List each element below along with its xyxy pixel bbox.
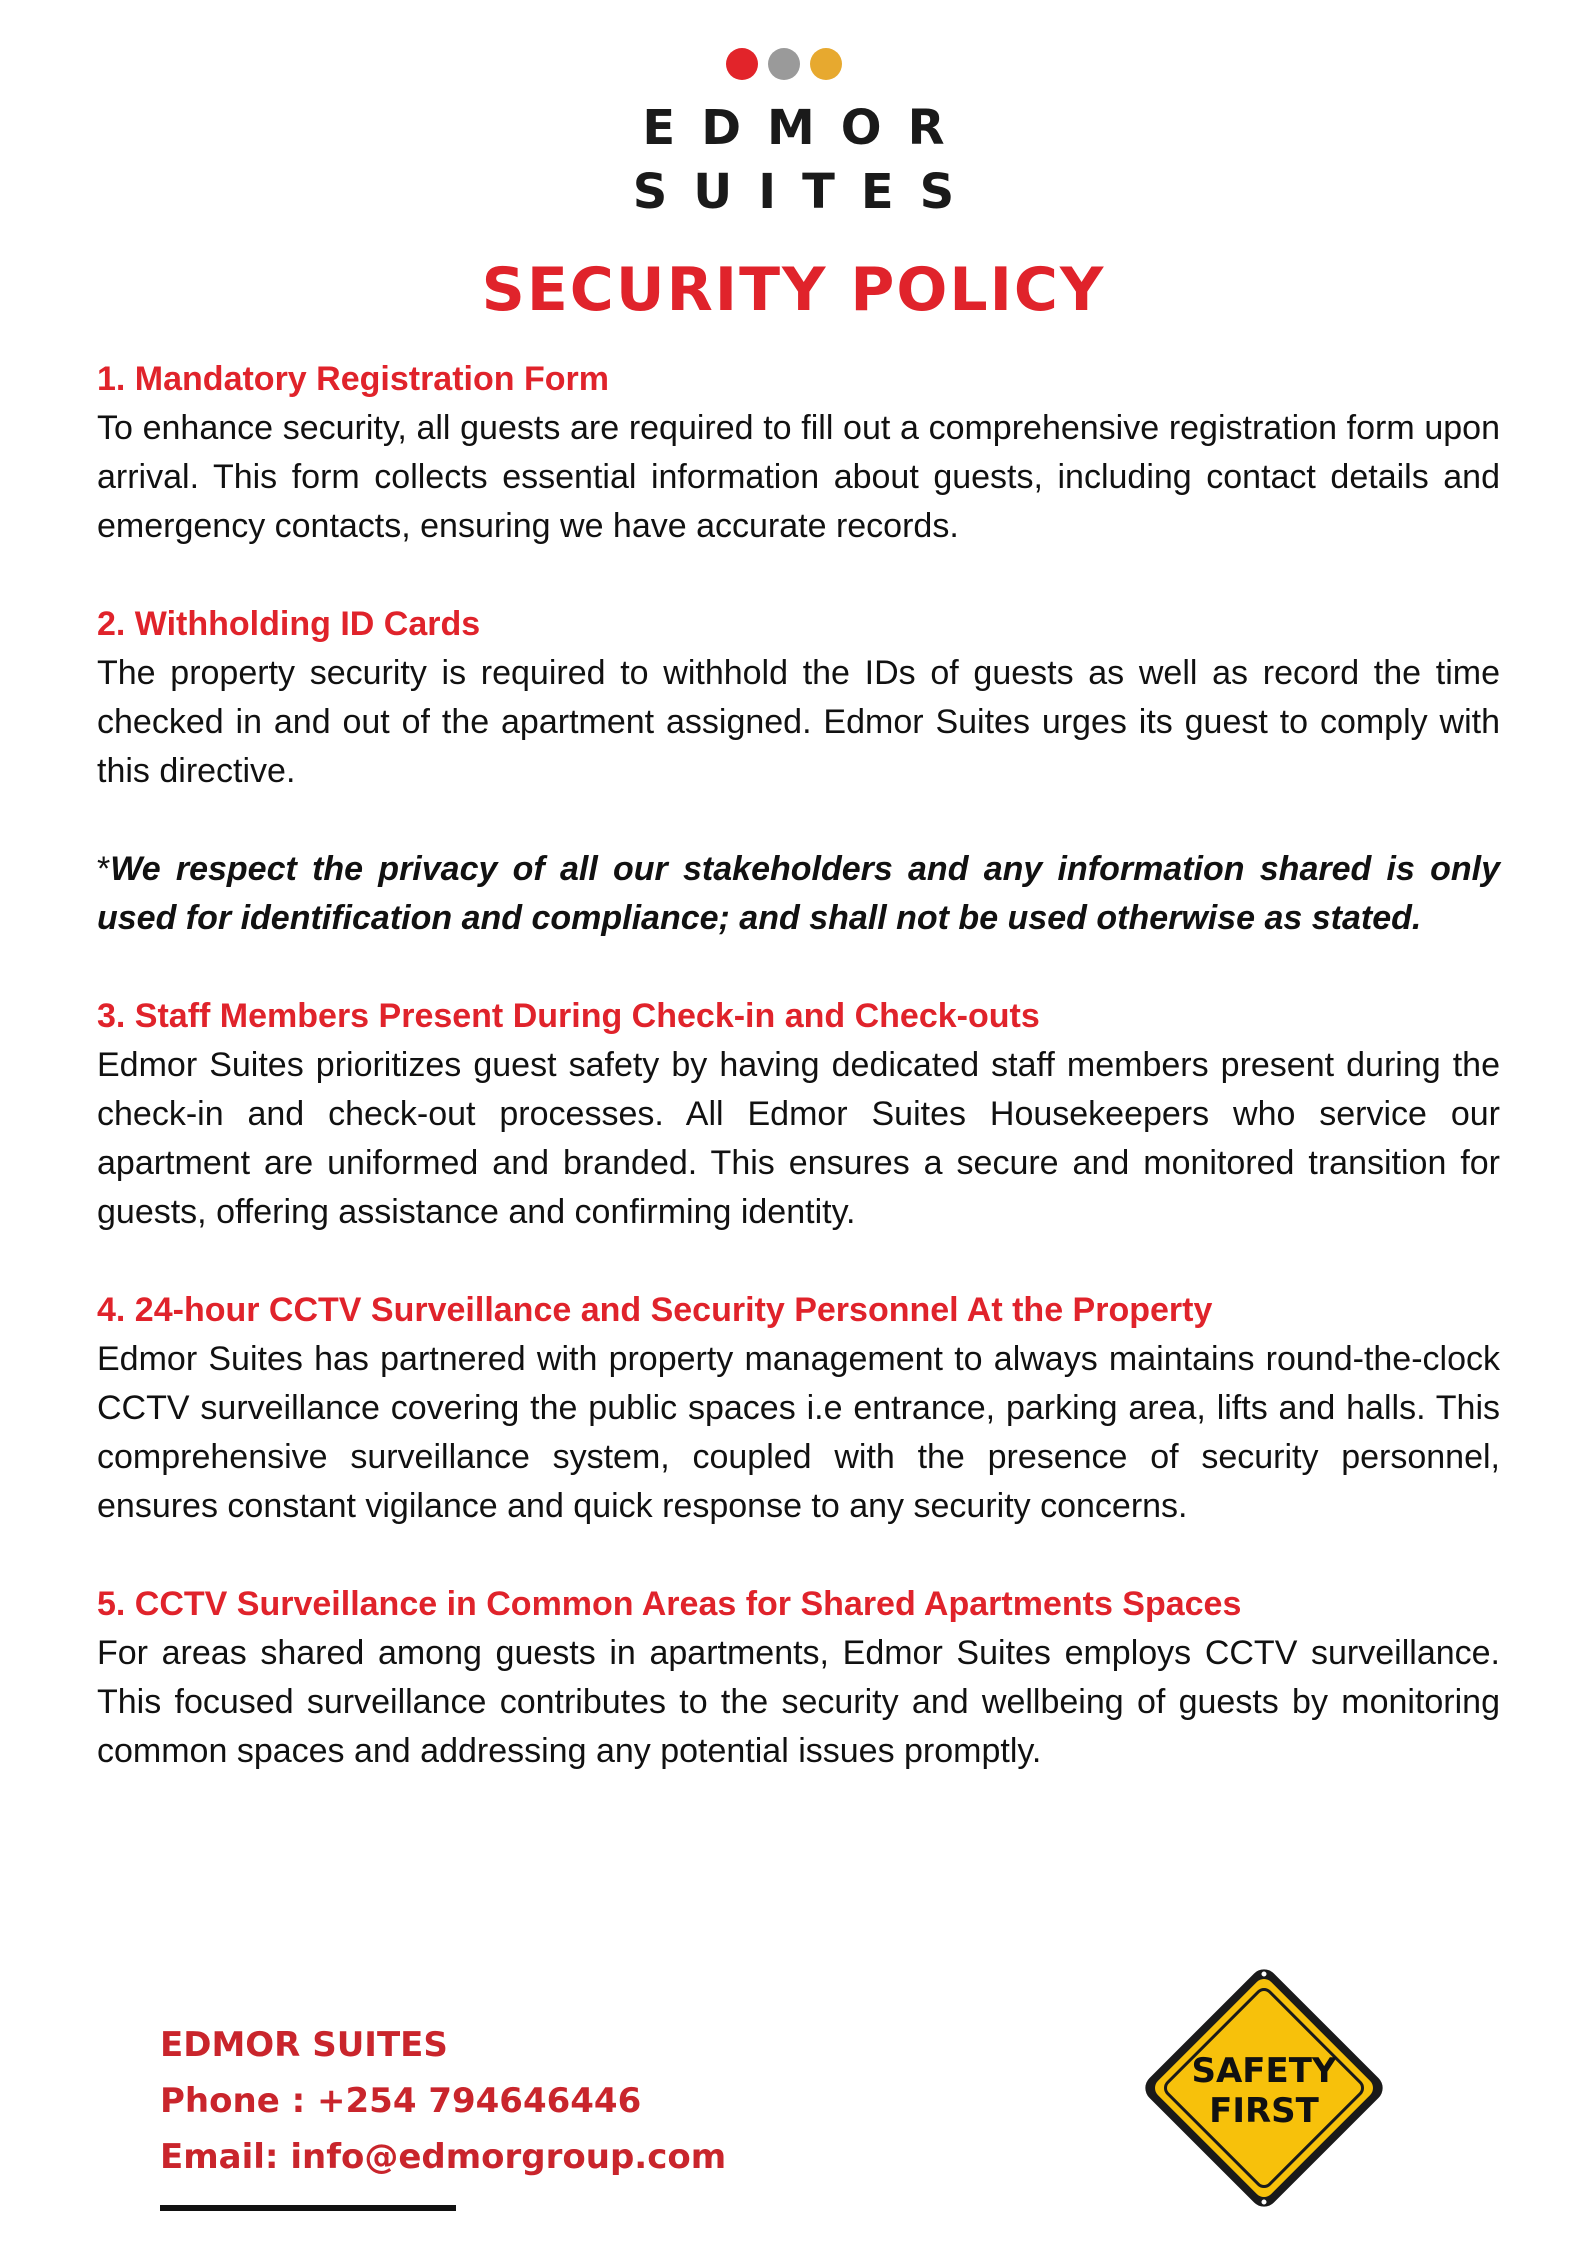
footer-brand: EDMOR SUITES	[160, 2025, 448, 2065]
section-heading: 4. 24-hour CCTV Surveillance and Security Personnel At the Property	[97, 1291, 1213, 1329]
footer-divider	[160, 2205, 456, 2211]
page-title: SECURITY POLICY	[481, 255, 1106, 325]
policy-content	[97, 355, 1500, 1776]
policy-section-5	[97, 1580, 1500, 1776]
policy-section-2	[97, 600, 1500, 796]
section-body: Edmor Suites has partnered with property management to always maintains round-the-clock CCTV surveillance covering the public spaces i.e entrance, parking area, lifts and halls. This comprehensive surveillance system, coupled with the presence of security personnel, ensures constant vigilance and quick response to any security concerns.	[97, 1340, 1500, 1525]
section-heading: 2. Withholding ID Cards	[97, 605, 481, 643]
logo-dots	[0, 48, 1587, 80]
section-heading: 3. Staff Members Present During Check-in and Check-outs	[97, 997, 1040, 1035]
sign-line-1: SAFETY	[1191, 2051, 1337, 2091]
footer-phone: Phone : +254 794646446	[160, 2081, 642, 2121]
logo-line-suites: SUITES	[632, 164, 981, 220]
section-body: For areas shared among guests in apartments, Edmor Suites employs CCTV surveillance. This focused surveillance contributes to the security and wellbeing of guests by monitoring common spaces and addressing any potential issues promptly.	[97, 1634, 1500, 1770]
policy-section-1	[97, 355, 1500, 551]
footer-email: Email: info@edmorgroup.com	[160, 2137, 727, 2177]
section-body: To enhance security, all guests are required to fill out a comprehensive registration form upon arrival. This form collects essential information about guests, including contact details and emergency contacts, ensuring we have accurate records.	[97, 409, 1500, 545]
logo-dot-gray	[768, 48, 800, 80]
contact-footer	[160, 2020, 960, 2182]
privacy-note	[97, 845, 1500, 943]
section-heading: 5. CCTV Surveillance in Common Areas for Shared Apartments Spaces	[97, 1585, 1242, 1623]
safety-first-sign-icon	[1136, 1960, 1392, 2216]
logo-dot-gold	[810, 48, 842, 80]
section-body: Edmor Suites prioritizes guest safety by having dedicated staff members present during the check-in and check-out processes. All Edmor Suites Housekeepers who service our apartment are uniformed and branded. This ensures a secure and monitored transition for guests, offering assistance and confirming identity.	[97, 1046, 1500, 1231]
policy-section-4	[97, 1286, 1500, 1531]
section-body: The property security is required to withhold the IDs of guests as well as record the time checked in and out of the apartment assigned. Edmor Suites urges its guest to comply with this directive.	[97, 654, 1500, 790]
privacy-note-text	[97, 845, 1500, 943]
logo-dot-red	[726, 48, 758, 80]
logo-line-edmor: EDMOR	[642, 100, 971, 156]
section-heading: 1. Mandatory Registration Form	[97, 360, 609, 398]
sign-line-2: FIRST	[1209, 2091, 1319, 2131]
note-body: We respect the privacy of all our stakeholders and any information shared is only used for identification and compliance; and shall not be used otherwise as stated.	[97, 850, 1500, 937]
note-prefix: *	[97, 850, 111, 888]
policy-section-3	[97, 992, 1500, 1237]
logo	[0, 48, 1587, 224]
